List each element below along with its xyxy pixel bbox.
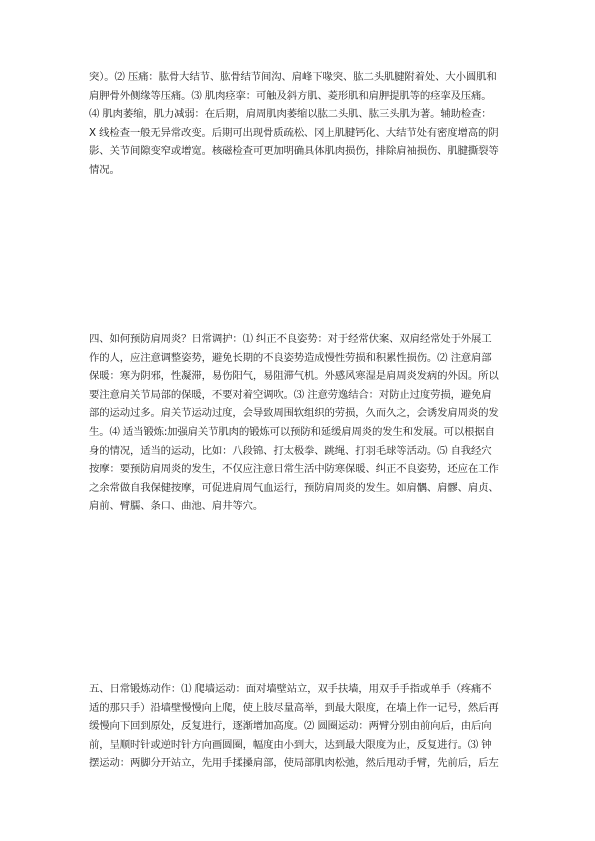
text-line: 肩前、臂臑、条口、曲池、肩井等穴。	[89, 500, 264, 513]
text-line: 部的运动过多。肩关节运动过度，会导致周围软组织的劳损，久而久之，会诱发肩周炎的发	[89, 407, 499, 420]
text-line: 适的那只手）沿墙壁慢慢向上爬，使上肢尽量高举，到最大限度，在墙上作一记号，然后再	[89, 701, 499, 714]
text-line: 前，呈顺时针或逆时针方向画圆圈，幅度由小到大，达到最大限度为止，反复进行。⑶ 钟	[89, 738, 492, 751]
text-line: 缓慢向下回到原处，反复进行，逐渐增加高度。⑵ 圆圈运动：两臂分别由前向后，由后向	[89, 720, 492, 733]
text-line: 身的情况，适当的运动，比如：八段锦、打太极拳、跳绳、打羽毛球等活动。⑸ 自我经穴	[89, 444, 492, 457]
text-line: 之余常做自我保健按摩，可促进肩周气血运行，预防肩周炎的发生。如肩髃、肩髎、肩贞、	[89, 481, 499, 494]
text-line: X 线检查一般无异常改变。后期可出现骨质疏松、冈上肌腱钙化、大结节处有密度增高的阴	[89, 126, 499, 139]
text-line: 五、日常锻炼动作：⑴ 爬墙运动：面对墙壁站立，双手扶墙，用双手手指或单手（疼痛不	[89, 683, 492, 695]
text-line: 突）。⑵ 压痛：肱骨大结节、肱骨结节间沟、肩峰下喙突、肱二头肌腱附着处、大小圆肌和	[89, 71, 497, 83]
paragraph-daily-exercise	[89, 680, 507, 773]
text-line: 影、关节间隙变窄或增宽。核磁检查可更加明确具体肌肉损伤，排除肩袖损伤、肌腱撕裂等	[89, 145, 499, 158]
text-line: 肩胛骨外侧缘等压痛。⑶ 肌肉痉挛：可触及斜方肌、菱形肌和肩胛提肌等的痉挛及压痛。	[89, 89, 492, 102]
text-line: 保暖：寒为阴邪，性凝滞，易伤阳气，易阻滞气机。外感风寒湿是肩周炎发病的外因。所以	[89, 370, 499, 383]
text-line: 作的人，应注意调整姿势，避免长期的不良姿势造成慢性劳损和积累性损伤。⑵ 注意肩部	[89, 351, 492, 364]
text-line: 情况。	[89, 163, 120, 176]
text-line: 按摩：要预防肩周炎的发生，不仅应注意日常生活中防寒保暖、纠正不良姿势，还应在工作	[89, 463, 499, 476]
paragraph-prevention	[89, 330, 507, 516]
paragraph-shoulder-exam	[89, 68, 507, 180]
text-line: 摆运动：两脚分开站立，先用手揉搡肩部，使局部肌肉松弛，然后甩动手臂，先前后，后左	[89, 757, 499, 770]
text-line: 生。⑷ 适当锻炼:加强肩关节肌肉的锻炼可以预防和延缓肩周炎的发生和发展。可以根据自	[89, 425, 495, 438]
text-line: 要注意肩关节局部的保暖，不要对着空调吹。⑶ 注意劳逸结合：对防止过度劳损，避免肩	[89, 388, 492, 401]
text-line: 四、如何预防肩周炎？日常调护：⑴ 纠正不良姿势：对于经常伏案、双肩经常处于外展工	[89, 333, 492, 345]
text-line: ⑷ 肌肉萎缩，肌力减弱：在后期，肩周肌肉萎缩以肱二头肌、肱三头肌为著。辅助检查：	[89, 108, 492, 121]
